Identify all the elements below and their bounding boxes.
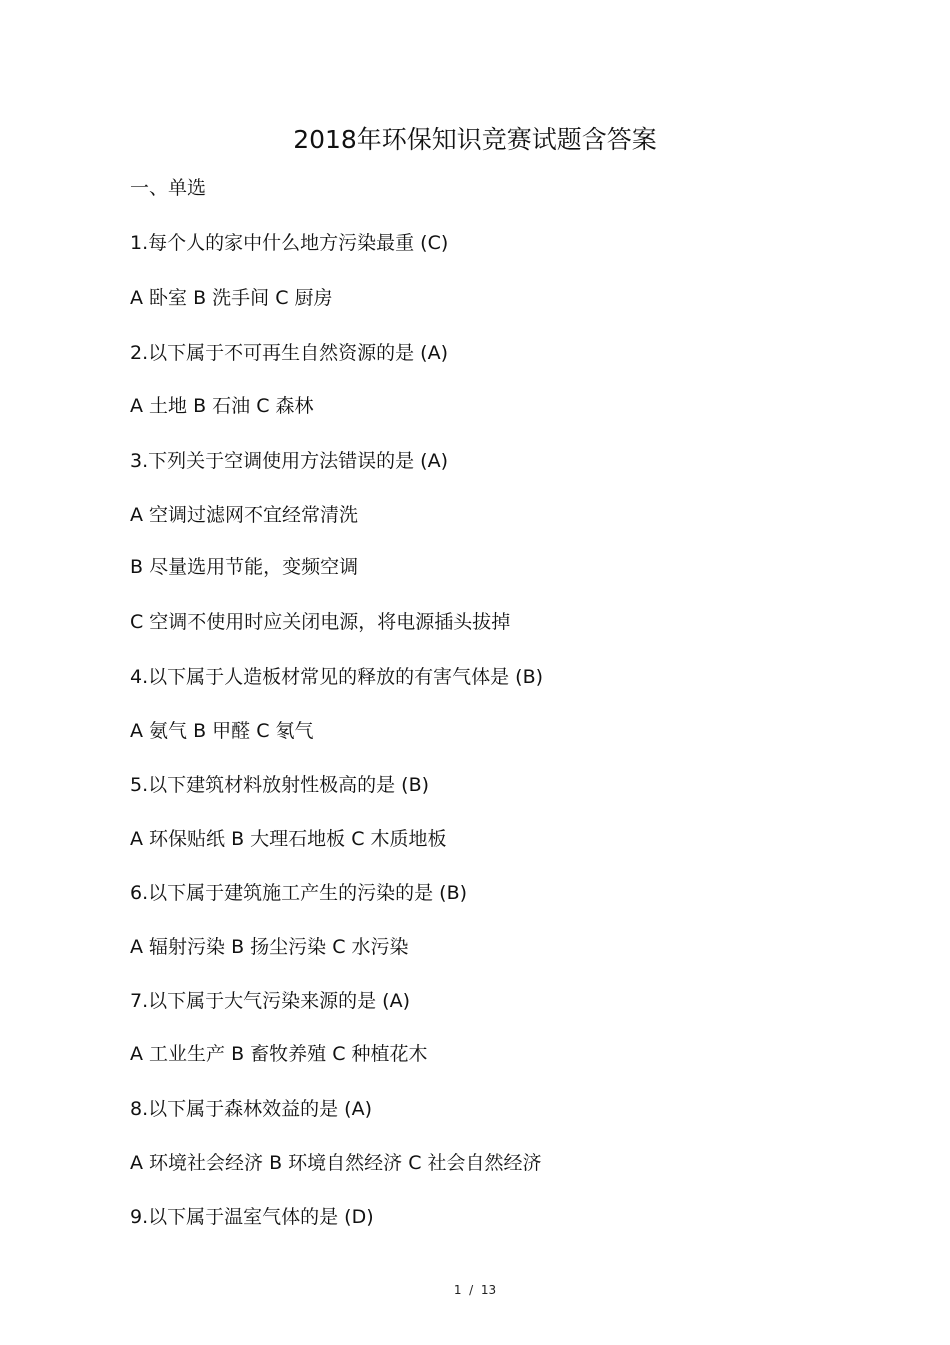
question-4: 4.以下属于人造板材常见的释放的有害气体是 (B) [130,666,544,688]
question-3-option-c: C 空调不使用时应关闭电源，将电源插头拔掉 [130,611,511,633]
question-3-option-b: B 尽量选用节能，变频空调 [130,556,359,578]
question-6: 6.以下属于建筑施工产生的污染的是 (B) [130,882,468,904]
question-4-options: A 氨气 B 甲醛 C 氡气 [130,720,314,742]
document-title: 2018年环保知识竞赛试题含答案 [293,125,657,154]
question-7-options: A 工业生产 B 畜牧养殖 C 种植花木 [130,1043,428,1065]
question-9: 9.以下属于温室气体的是 (D) [130,1206,374,1228]
question-3-option-a: A 空调过滤网不宜经常清洗 [130,504,359,526]
question-1: 1.每个人的家中什么地方污染最重 (C) [130,232,449,254]
question-7: 7.以下属于大气污染来源的是 (A) [130,990,410,1012]
question-8-options: A 环境社会经济 B 环境自然经济 C 社会自然经济 [130,1152,542,1174]
page-indicator: 1 / 13 [453,1283,497,1297]
question-2-options: A 土地 B 石油 C 森林 [130,395,314,417]
question-6-options: A 辐射污染 B 扬尘污染 C 水污染 [130,936,409,958]
question-2: 2.以下属于不可再生自然资源的是 (A) [130,342,448,364]
section-heading: 一、单选 [130,177,207,199]
question-5: 5.以下建筑材料放射性极高的是 (B) [130,774,430,796]
question-1-options: A 卧室 B 洗手间 C 厨房 [130,287,333,309]
question-8: 8.以下属于森林效益的是 (A) [130,1098,372,1120]
question-5-options: A 环保贴纸 B 大理石地板 C 木质地板 [130,828,447,850]
question-3: 3.下列关于空调使用方法错误的是 (A) [130,450,448,472]
